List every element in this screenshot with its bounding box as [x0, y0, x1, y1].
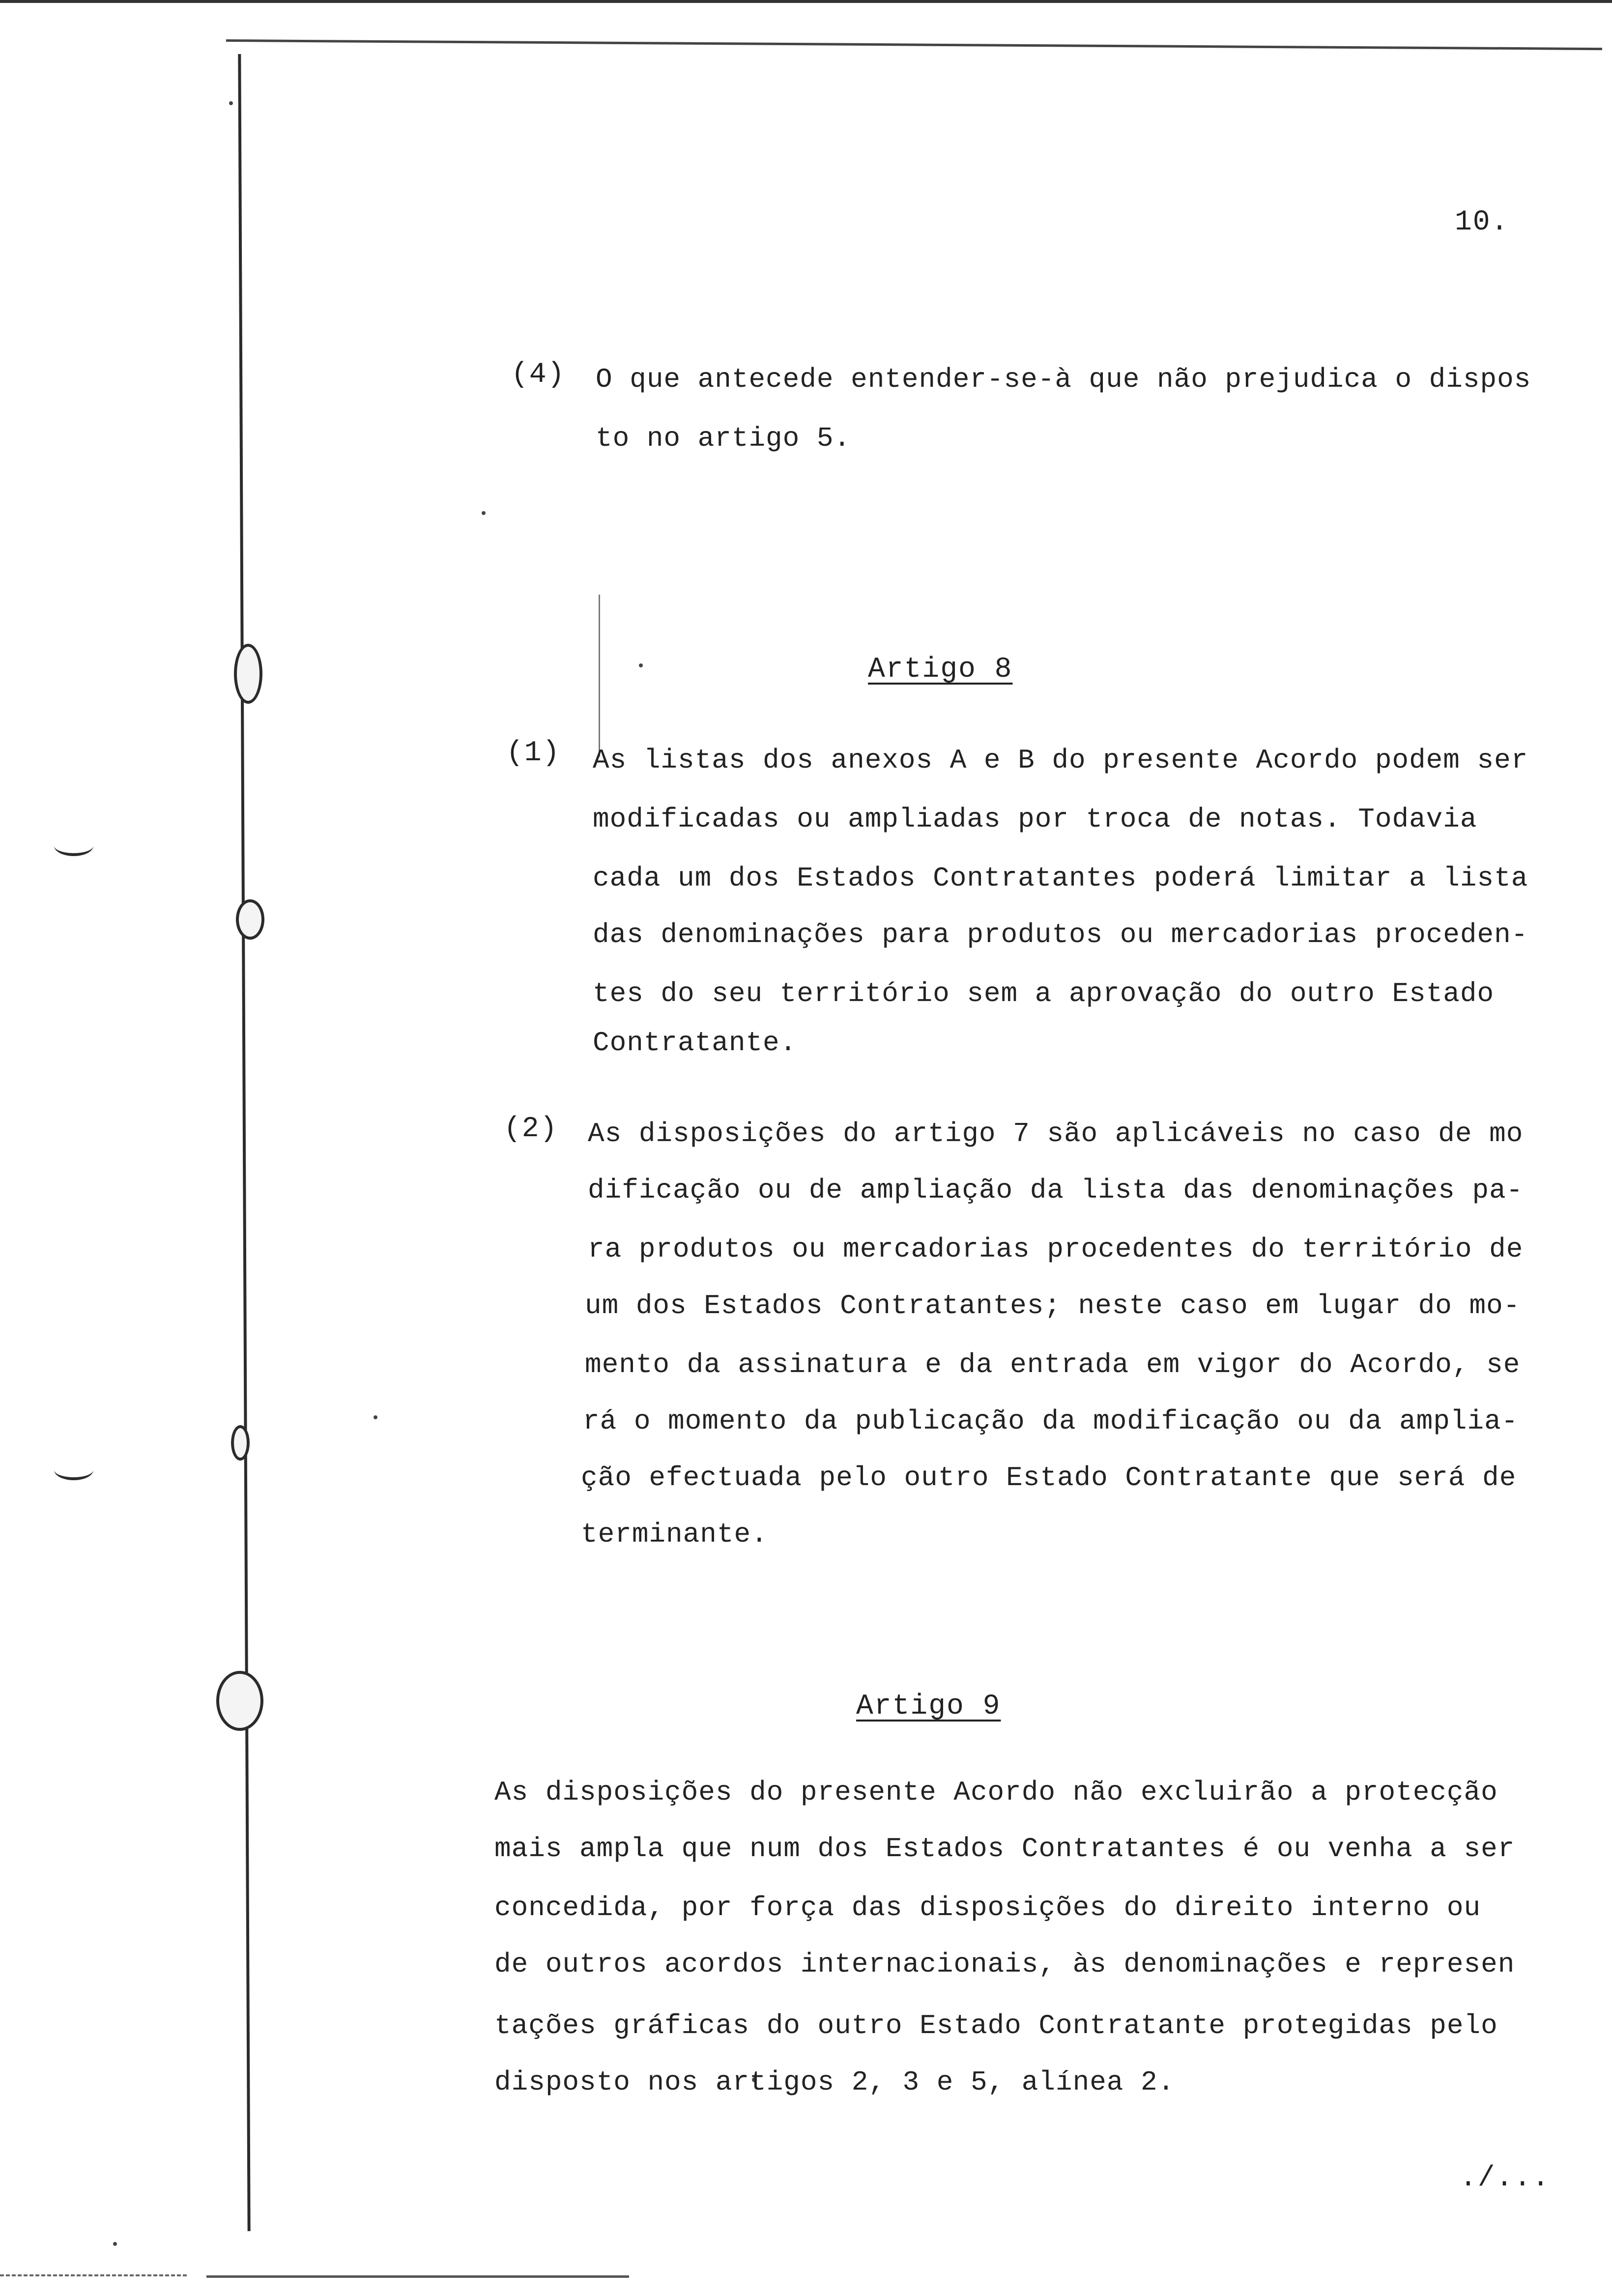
- paragraph-number: (4): [511, 359, 566, 391]
- continuation-mark: ./...: [1460, 2162, 1551, 2194]
- text-line: mento da assinatura e da entrada em vigor do Acordo, se: [585, 1349, 1521, 1380]
- text-line: As disposições do presente Acordo não excluirão a protecção: [494, 1777, 1498, 1808]
- margin-mark-1: [54, 835, 93, 856]
- binding-knot-1: [234, 644, 262, 704]
- scan-edge-top: [0, 0, 1612, 8]
- text-line: um dos Estados Contratantes; neste caso em lugar do mo-: [585, 1290, 1521, 1321]
- text-line: de outros acordos internacionais, às denominações e represen: [494, 1949, 1515, 1980]
- text-line: O que antecede entender-se-à que não prejudica o dispos: [596, 364, 1531, 395]
- article-8-heading: Artigo 8: [868, 654, 1013, 686]
- text-line: ção efectuada pelo outro Estado Contratante que será de: [581, 1462, 1517, 1493]
- scan-edge-bottom: [206, 2275, 629, 2278]
- margin-line: [599, 595, 600, 757]
- text-line: concedida, por força das disposições do direito interno ou: [494, 1892, 1481, 1923]
- text-line: ra produtos ou mercadorias procedentes do território de: [588, 1234, 1524, 1265]
- scan-edge-bottom-left: [0, 2274, 187, 2276]
- speck: [113, 2242, 117, 2246]
- text-line: mais ampla que num dos Estados Contratantes é ou venha a ser: [494, 1833, 1515, 1865]
- page-number: 10.: [1455, 206, 1509, 238]
- text-line: das denominações para produtos ou mercadorias proceden-: [593, 919, 1528, 950]
- text-line: tações gráficas do outro Estado Contratante protegidas pelo: [494, 2010, 1498, 2041]
- binding-knot-2: [236, 899, 264, 940]
- speck: [482, 511, 486, 515]
- paragraph-number: (2): [504, 1113, 558, 1145]
- margin-mark-2: [54, 1460, 93, 1480]
- text-line: rá o momento da publicação da modificação ou da amplia-: [583, 1406, 1519, 1437]
- text-line: modificadas ou ampliadas por troca de notas. Todavia: [593, 804, 1477, 835]
- text-line: cada um dos Estados Contratantes poderá limitar a lista: [593, 862, 1528, 894]
- speck: [374, 1415, 377, 1419]
- binding-cord: [238, 54, 250, 2231]
- text-line: As disposições do artigo 7 são aplicáveis no caso de mo: [588, 1118, 1524, 1149]
- binding-knot-4: [216, 1671, 263, 1731]
- text-line: to no artigo 5.: [596, 423, 851, 454]
- speck: [639, 663, 643, 667]
- text-line: As listas dos anexos A e B do presente Acordo podem ser: [593, 745, 1528, 776]
- text-line: terminante.: [581, 1519, 768, 1550]
- speck: [229, 101, 233, 105]
- scan-edge-top-inner: [226, 39, 1602, 50]
- text-line: Contratante.: [593, 1027, 797, 1059]
- text-line: dificação ou de ampliação da lista das denominações pa-: [588, 1175, 1524, 1206]
- binding-knot-3: [231, 1425, 250, 1461]
- paragraph-number: (1): [506, 737, 561, 769]
- article-9-heading: Artigo 9: [856, 1691, 1001, 1722]
- text-line: disposto nos artigos 2, 3 e 5, alínea 2.: [494, 2066, 1175, 2098]
- text-line: tes do seu território sem a aprovação do outro Estado: [593, 978, 1495, 1009]
